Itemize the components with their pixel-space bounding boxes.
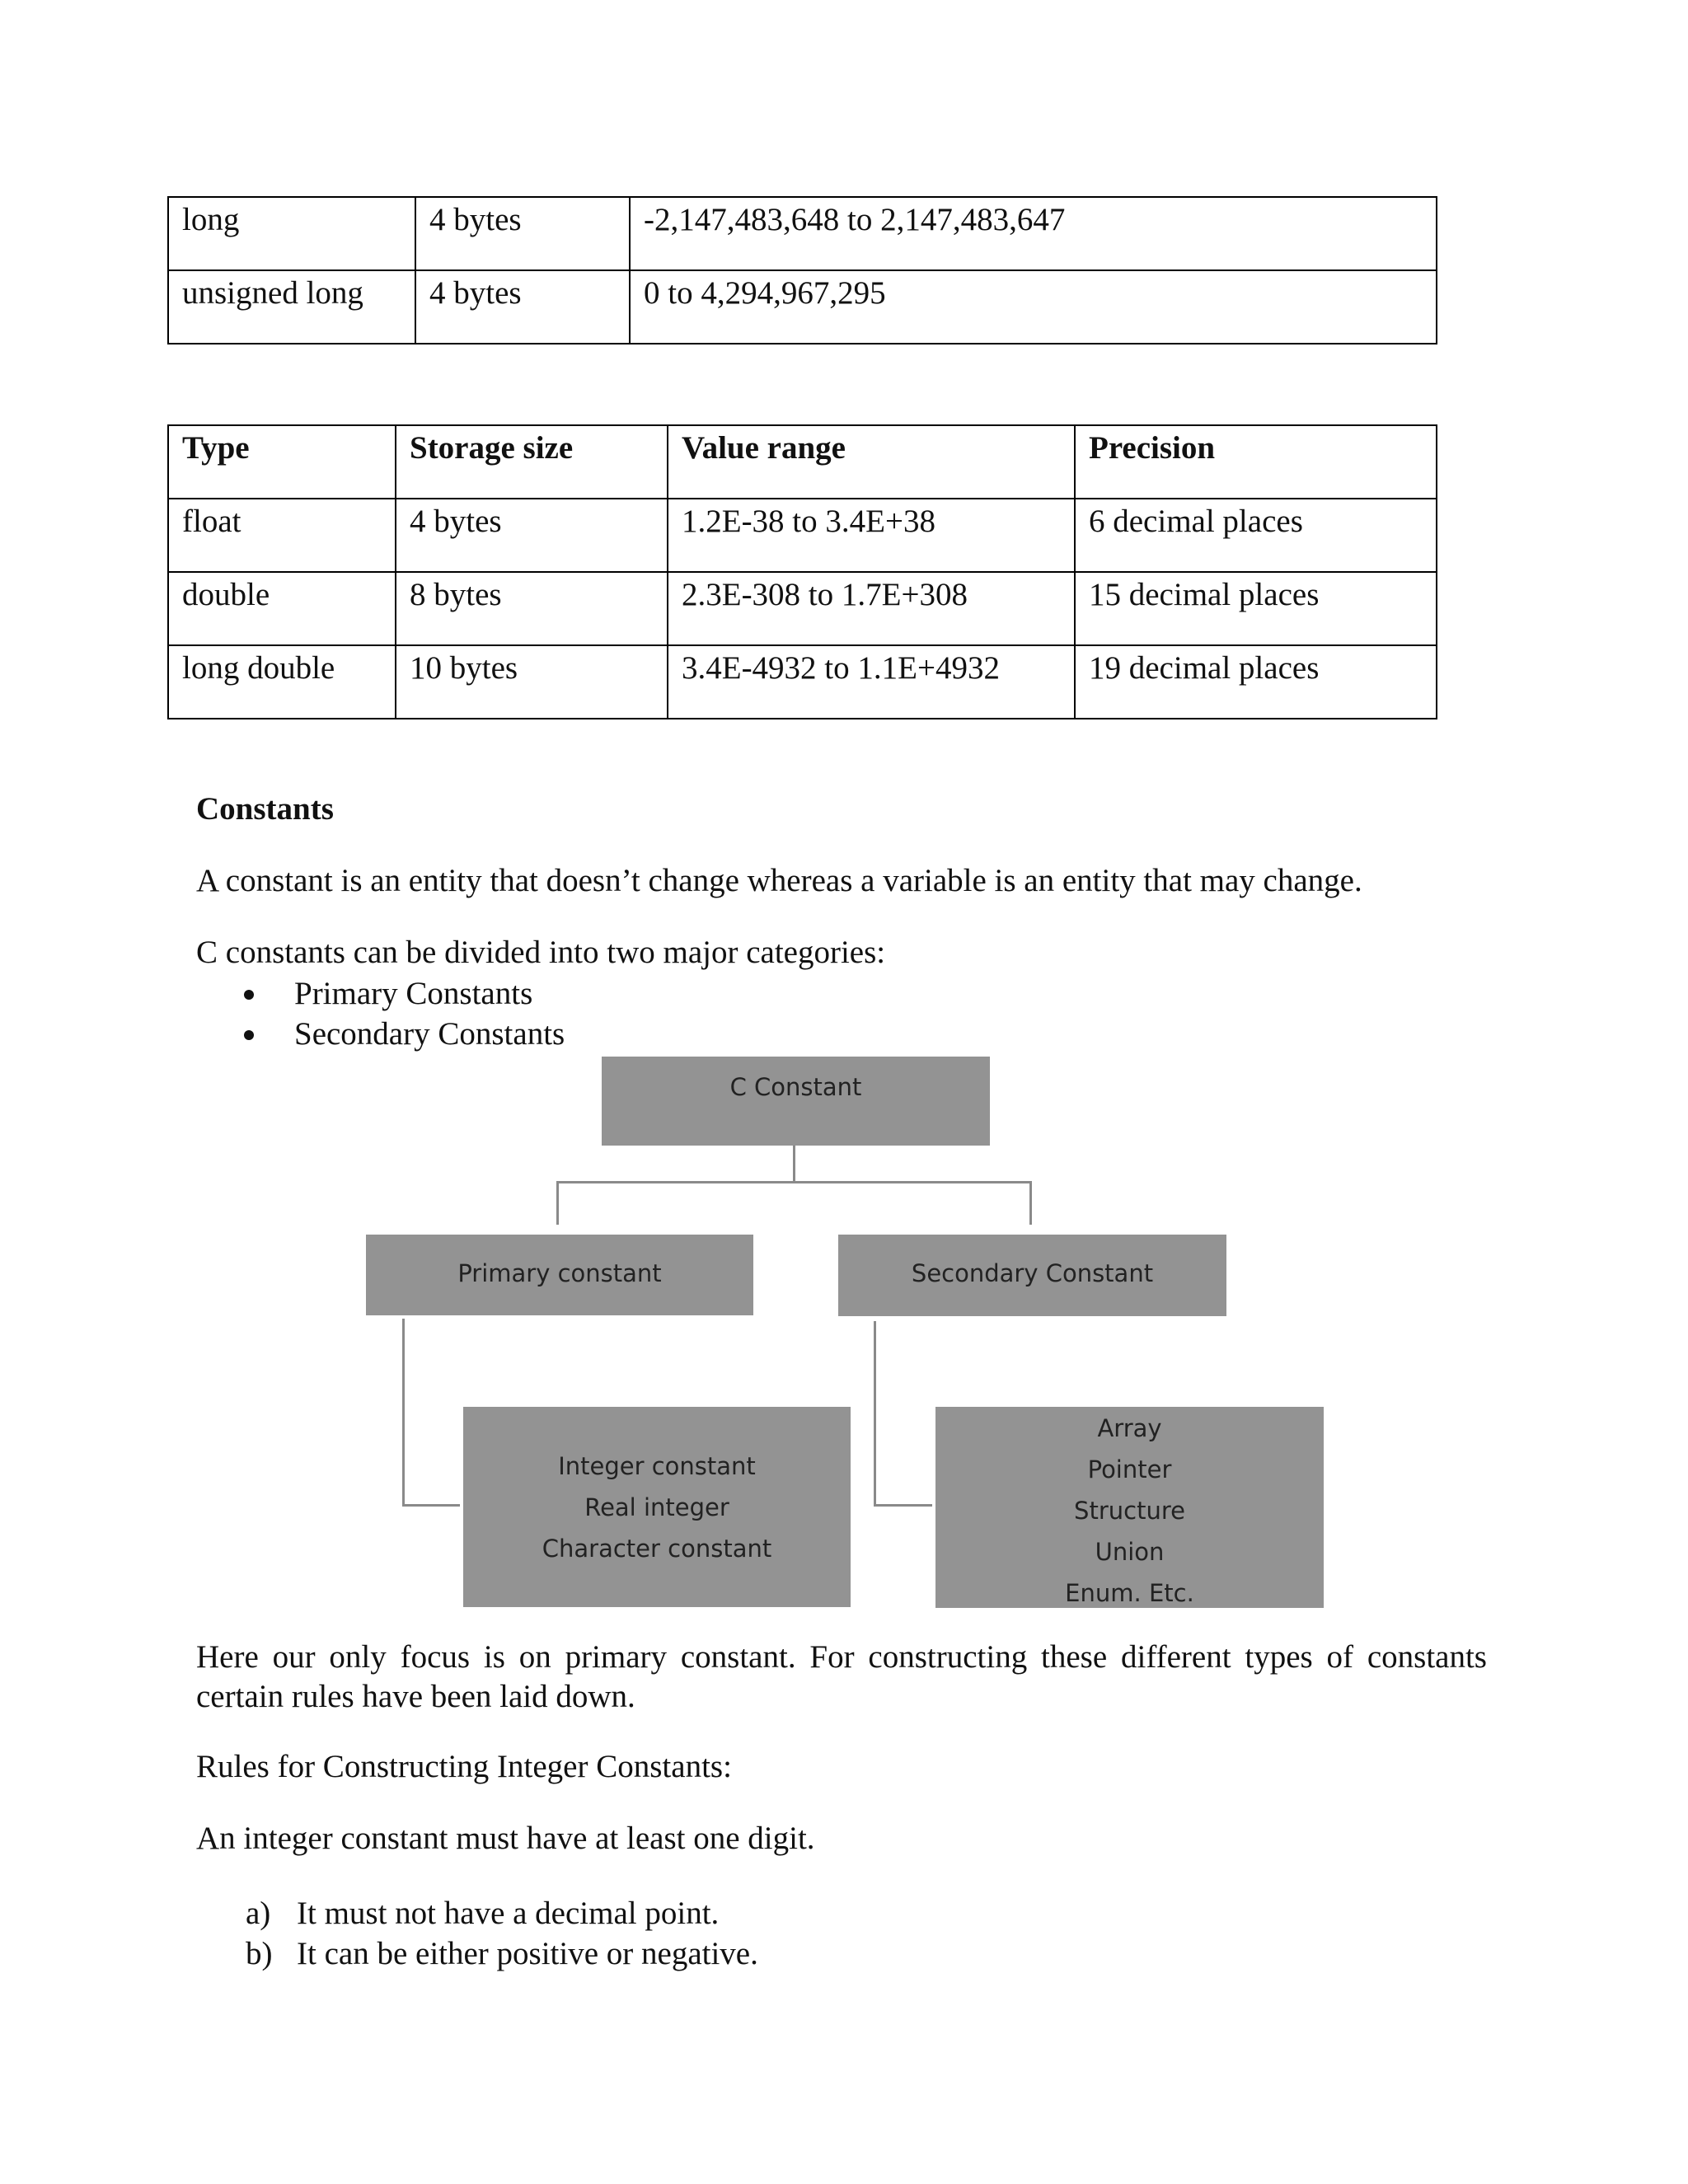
table-cell: 10 bytes <box>396 645 668 719</box>
connector-line <box>874 1504 932 1507</box>
connector-line <box>402 1319 405 1506</box>
list-item: Secondary Constants <box>244 1014 565 1054</box>
primary-children-node <box>463 1407 851 1607</box>
connector-line <box>402 1504 460 1507</box>
list-item: Structure <box>1074 1497 1185 1525</box>
table-row <box>168 645 1437 719</box>
table-cell: 19 decimal places <box>1075 645 1437 719</box>
table-cell: 4 bytes <box>396 499 668 572</box>
column-header: Type <box>168 425 396 499</box>
floating-types-table <box>167 424 1437 719</box>
constants-heading: Constants <box>196 791 334 827</box>
table-cell: 4 bytes <box>415 270 630 344</box>
rules-heading: Rules for Constructing Integer Constants: <box>196 1749 732 1784</box>
table-cell: 3.4E-4932 to 1.1E+4932 <box>668 645 1075 719</box>
table-cell: unsigned long <box>168 270 415 344</box>
table-cell: long <box>168 197 415 270</box>
table-row <box>168 197 1437 270</box>
list-item: Array <box>1097 1414 1162 1442</box>
table-header-row <box>168 425 1437 499</box>
list-item: Integer constant <box>558 1451 756 1480</box>
bullet-icon <box>244 990 254 1000</box>
table-row <box>168 572 1437 645</box>
connector-line <box>793 1146 795 1183</box>
connector-line <box>874 1321 876 1506</box>
table-cell: 8 bytes <box>396 572 668 645</box>
table-cell: float <box>168 499 396 572</box>
column-header: Value range <box>668 425 1075 499</box>
list-item: a) It must not have a decimal point. <box>246 1896 720 1931</box>
rules-list <box>246 1893 758 1974</box>
list-item: Real integer <box>584 1493 729 1521</box>
list-item: Union <box>1095 1538 1165 1566</box>
root-node: C Constant <box>602 1057 990 1146</box>
list-item: Primary Constants <box>244 973 565 1014</box>
constant-definition: A constant is an entity that doesn’t change whereas a variable is an entity that may change. <box>196 863 1362 898</box>
rule-intro: An integer constant must have at least one digit. <box>196 1821 815 1856</box>
connector-line <box>1029 1181 1032 1225</box>
table-cell: -2,147,483,648 to 2,147,483,647 <box>630 197 1437 270</box>
table-row <box>168 270 1437 344</box>
list-item: Enum. Etc. <box>1065 1579 1194 1607</box>
categories-list <box>244 973 565 1054</box>
integer-types-table <box>167 196 1437 344</box>
table-cell: 4 bytes <box>415 197 630 270</box>
categories-intro: C constants can be divided into two major categories: <box>196 935 886 970</box>
bullet-icon <box>244 1030 254 1040</box>
column-header: Storage size <box>396 425 668 499</box>
secondary-constant-node: Secondary Constant <box>838 1235 1226 1316</box>
table-cell: 0 to 4,294,967,295 <box>630 270 1437 344</box>
primary-constant-node: Primary constant <box>366 1235 753 1315</box>
secondary-children-node <box>935 1407 1324 1608</box>
column-header: Precision <box>1075 425 1437 499</box>
connector-line <box>556 1181 1032 1183</box>
table-cell: long double <box>168 645 396 719</box>
connector-line <box>556 1181 559 1225</box>
table-cell: 15 decimal places <box>1075 572 1437 645</box>
list-item: Character constant <box>542 1534 772 1563</box>
list-item: b) It can be either positive or negative. <box>246 1936 758 1971</box>
list-item: Pointer <box>1087 1455 1172 1483</box>
table-cell: double <box>168 572 396 645</box>
table-row <box>168 499 1437 572</box>
table-cell: 1.2E-38 to 3.4E+38 <box>668 499 1075 572</box>
focus-paragraph: Here our only focus is on primary constant. For constructing these different types of constants certain rules have been laid down. <box>196 1639 1487 1714</box>
table-cell: 6 decimal places <box>1075 499 1437 572</box>
table-cell: 2.3E-308 to 1.7E+308 <box>668 572 1075 645</box>
